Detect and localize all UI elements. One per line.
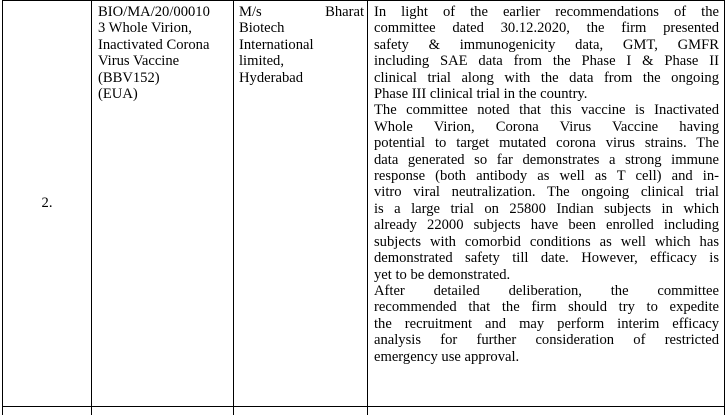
recommendation-line: After detailed deliberation, the committee [374,283,719,299]
recommendation-line: Whole Virion, Corona Virus Vaccine having [374,119,719,135]
recommendation-line: clinical trial along with the data from the ongoing [374,70,719,86]
file-line: 3 Whole Virion, [98,20,228,36]
firm-name-cell [234,1,368,407]
recommendation-line: potential to target mutated corona virus strains. The [374,135,719,151]
next-row-cell [368,407,725,415]
table-row [3,407,725,415]
file-line: Virus Vaccine [98,53,228,69]
recommendation-line: subjects with comorbid conditions as well which has [374,234,719,250]
recommendation-line: recommended that the firm should try to expedite [374,299,719,315]
serial-number: 2. [42,195,53,211]
recommendation-line: demonstrated safety till date. However, efficacy is [374,250,719,266]
recommendation-line: emergency use approval. [374,349,719,365]
file-line: BIO/MA/20/00010 [98,4,228,20]
file-line: (EUA) [98,86,228,102]
firm-name-first: Bharat [325,4,364,20]
next-row-cell [234,407,368,415]
serial-number-cell [3,1,92,407]
recommendation-line: the recruitment and may perform interim efficacy [374,316,719,332]
recommendation-line: In light of the earlier recommendations of the [374,4,719,20]
recommendation-cell [368,1,725,407]
recommendation-line: already 22000 subjects have been enrolled including [374,217,719,233]
recommendation-line: safety & immunogenicity data, GMT, GMFR [374,37,719,53]
recommendation-line: committee dated 30.12.2020, the firm presented [374,20,719,36]
table-row [3,1,725,407]
firm-line: International [239,37,364,53]
firm-prefix: M/s [239,4,262,20]
recommendation-line: The committee noted that this vaccine is Inactivated [374,102,719,118]
file-number-cell [92,1,234,407]
firm-line: limited, [239,53,364,69]
firm-first-line [239,4,364,20]
file-line: (BBV152) [98,70,228,86]
recommendation-line: yet to be demonstrated. [374,267,719,283]
recommendation-line: data generated so far demonstrates a strong immune [374,152,719,168]
recommendation-line: including SAE data from the Phase I & Phase II [374,53,719,69]
next-row-cell [3,407,92,415]
firm-line: Hyderabad [239,70,364,86]
file-line: Inactivated Corona [98,37,228,53]
recommendation-line: analysis for further consideration of restricted [374,332,719,348]
firm-line: Biotech [239,20,364,36]
recommendation-line: is a large trial on 25800 Indian subjects in which [374,201,719,217]
next-row-cell [92,407,234,415]
recommendation-line: Phase III clinical trial in the country. [374,86,719,102]
sec-recommendation-table [2,0,725,415]
recommendation-line: vitro viral neutralization. The ongoing clinical trial [374,184,719,200]
recommendation-line: response (both antibody as well as T cell) and in- [374,168,719,184]
